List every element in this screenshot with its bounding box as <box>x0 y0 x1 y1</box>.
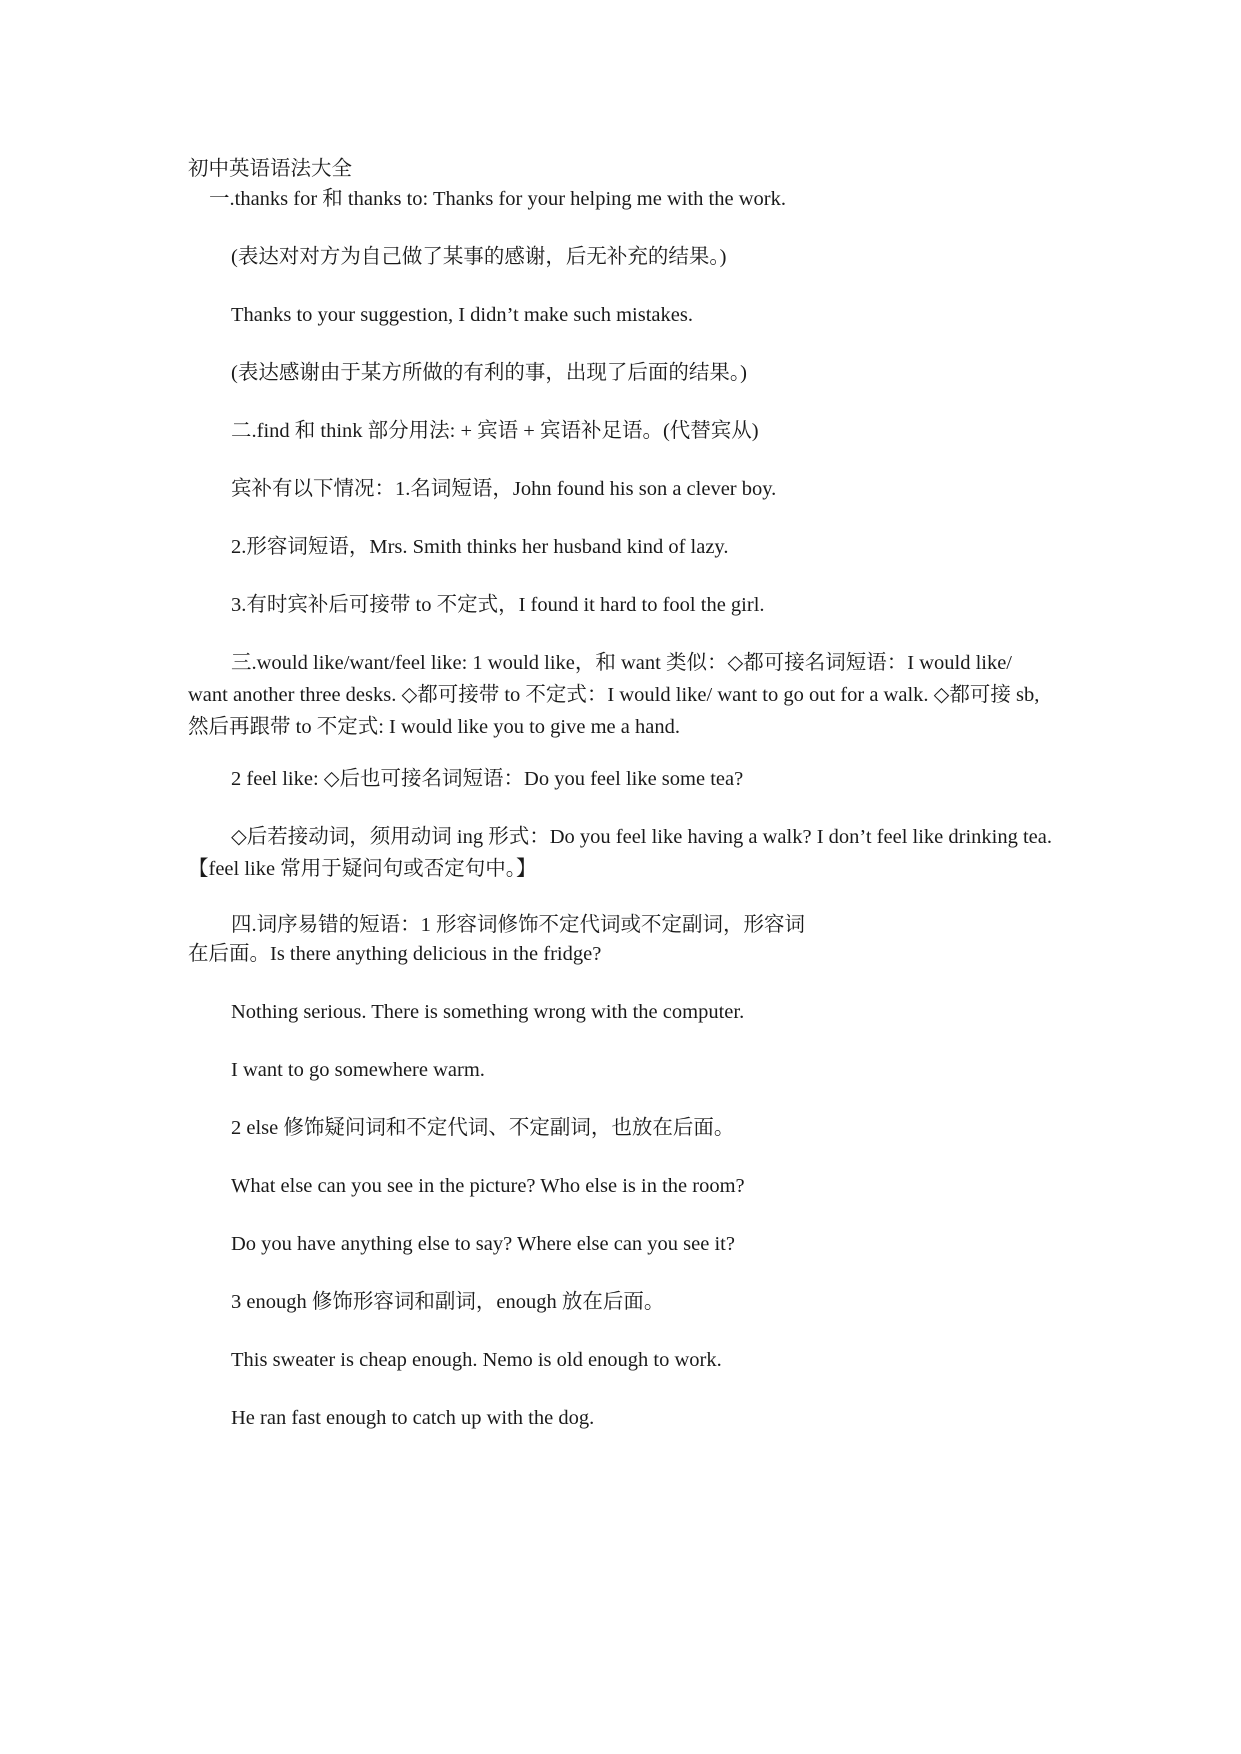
paragraph-would-like-want-feel-like: 三.would like/want/feel like: 1 would like，和 want 类似：◇都可接名词短语：I would like/ want another three desks. ◇都可接带 to 不定式：I would like/ want to go out for a walk. ◇都可接 sb,然后再跟带 to 不定式: I would like you to give me a hand. <box>188 652 1040 738</box>
paragraph-feel-like-noun: 2 feel like: ◇后也可接名词短语：Do you feel like some tea? <box>231 768 744 790</box>
paragraph-object-complement-2: 2.形容词短语，Mrs. Smith thinks her husband kind of lazy. <box>231 536 729 558</box>
paragraph-enough-example-1: This sweater is cheap enough. Nemo is old enough to work. <box>231 1349 722 1371</box>
paragraph-thanks-for-thanks-to: 一.thanks for 和 thanks to: Thanks for your helping me with the work. <box>209 188 786 210</box>
paragraph-find-think-heading: 二.find 和 think 部分用法: + 宾语 + 宾语补足语。(代替宾从) <box>231 420 759 442</box>
document-title: 初中英语语法大全 <box>188 158 352 180</box>
paragraph-object-complement-1: 宾补有以下情况：1.名词短语，John found his son a clever boy. <box>231 478 777 500</box>
paragraph-nothing-serious: Nothing serious. There is something wrong with the computer. <box>231 1001 745 1023</box>
paragraph-thanks-to-note: (表达感谢由于某方所做的有利的事，出现了后面的结果。) <box>231 362 747 384</box>
paragraph-word-order-heading: 四.词序易错的短语：1 形容词修饰不定代词或不定副词，形容词 <box>231 914 805 936</box>
paragraph-object-complement-3: 3.有时宾补后可接带 to 不定式，I found it hard to fool the girl. <box>231 594 765 616</box>
paragraph-thanks-to-example: Thanks to your suggestion, I didn’t make such mistakes. <box>231 304 693 326</box>
paragraph-feel-like-verb: ◇后若接动词，须用动词 ing 形式：Do you feel like having a walk? I don’t feel like drinking tea.【feel like 常用于疑问句或否定句中。】 <box>188 826 1052 880</box>
paragraph-word-order-example: 在后面。Is there anything delicious in the fridge? <box>188 943 602 965</box>
paragraph-enough-example-2: He ran fast enough to catch up with the dog. <box>231 1407 595 1429</box>
paragraph-else-rule: 2 else 修饰疑问词和不定代词、不定副词，也放在后面。 <box>231 1117 735 1139</box>
paragraph-enough-rule: 3 enough 修饰形容词和副词，enough 放在后面。 <box>231 1291 665 1313</box>
paragraph-else-example-1: What else can you see in the picture? Who else is in the room? <box>231 1175 745 1197</box>
paragraph-else-example-2: Do you have anything else to say? Where else can you see it? <box>231 1233 735 1255</box>
paragraph-somewhere-warm: I want to go somewhere warm. <box>231 1059 485 1081</box>
paragraph-thanks-for-note: (表达对对方为自己做了某事的感谢，后无补充的结果。) <box>231 246 727 268</box>
